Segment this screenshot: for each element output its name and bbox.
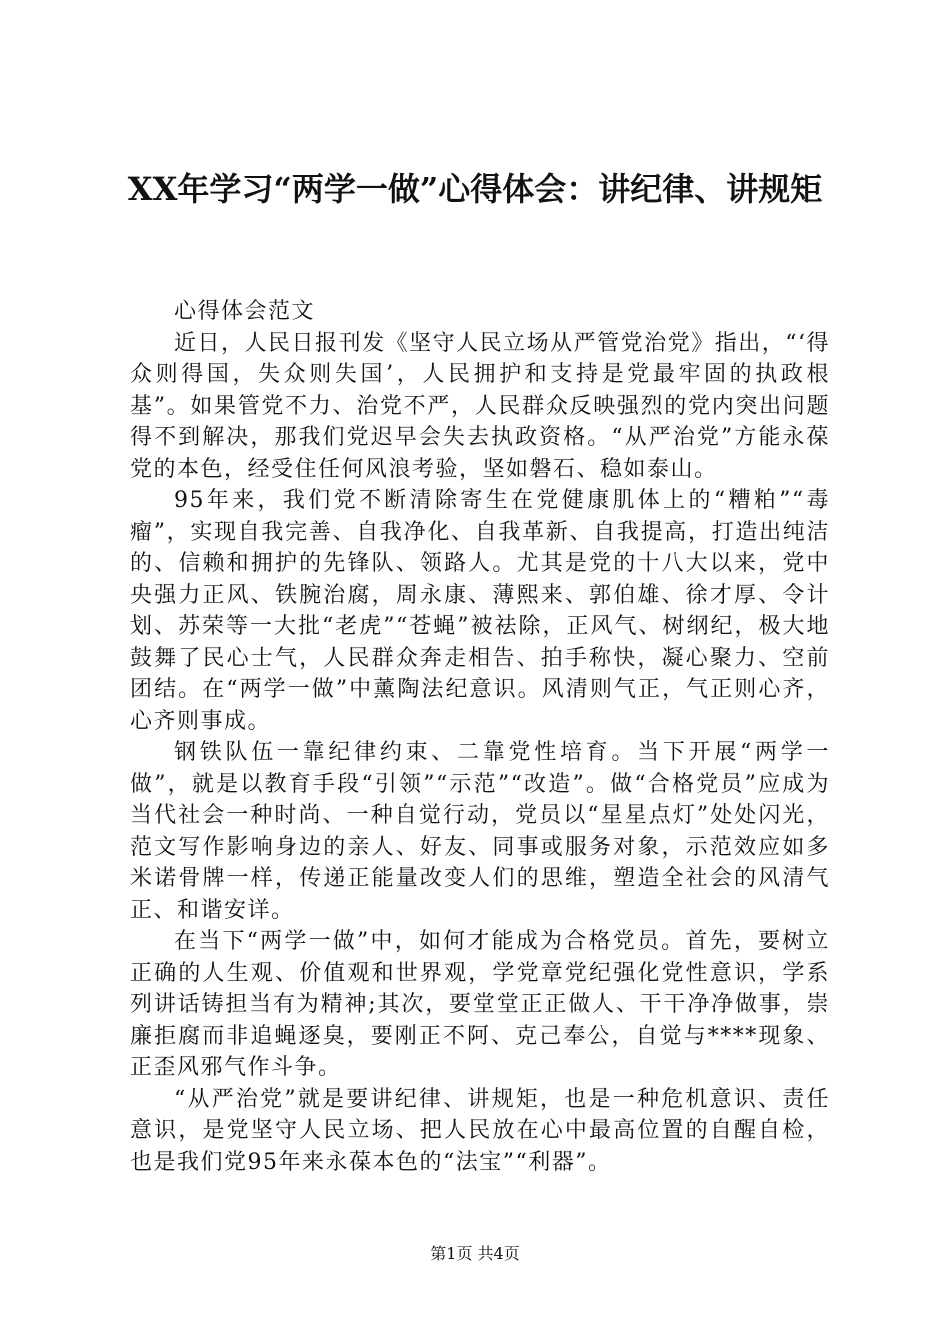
paragraph: 近日，人民日报刊发《坚守人民立场从严管党治党》指出，“‘得众则得国，失众则失国’，人民拥护和支持是党最牢固的执政根基”。如果管党不力、治党不严，人民群众反映强烈的党内突出问题得不到解决，那我们党迟早会失去执政资格。“从严治党”方能永葆党的本色，经受住任何风浪考验，坚如磐石、稳如泰山。: [130, 330, 830, 482]
document-title: XX年学习“两学一做”心得体会：讲纪律、讲规矩: [127, 170, 823, 208]
paragraph: 在当下“两学一做”中，如何才能成为合格党员。首先，要树立正确的人生观、价值观和世界观，学党章党纪强化党性意识，学系列讲话铸担当有为精神;其次，要堂堂正正做人、干干净净做事，崇廉拒腐而非追蝇逐臭，要刚正不阿、克己奉公，自觉与****现象、正歪风邪气作斗争。: [130, 929, 830, 1080]
paragraph: 95年来，我们党不断清除寄生在党健康肌体上的“糟粕”“毒瘤”，实现自我完善、自我净化、自我革新、自我提高，打造出纯洁的、信赖和拥护的先锋队、领路人。尤其是党的十八大以来，党中央强力正风、铁腕治腐，周永康、薄熙来、郭伯雄、徐才厚、令计划、苏荣等一大批“老虎”“苍蝇”被祛除，正风气、树纲纪，极大地鼓舞了民心士气，人民群众奔走相告、拍手称快，凝心聚力、空前团结。在“两学一做”中薰陶法纪意识。风清则气正，气正则心齐，心齐则事成。: [130, 488, 830, 734]
paragraph: “从严治党”就是要讲纪律、讲规矩，也是一种危机意识、责任意识，是党坚守人民立场、把人民放在心中最高位置的自醒自检，也是我们党95年来永葆本色的“法宝”“利器”。: [130, 1086, 830, 1175]
paragraph: 钢铁队伍一靠纪律约束、二靠党性培育。当下开展“两学一做”，就是以教育手段“引领”“示范”“改造”。做“合格党员”应成为当代社会一种时尚、一种自觉行动，党员以“星星点灯”处处闪光，范文写作影响身边的亲人、好友、同事或服务对象，示范效应如多米诺骨牌一样，传递正能量改变人们的思维，塑造全社会的风清气正、和谐安详。: [130, 740, 830, 923]
paragraph-category: 心得体会范文: [174, 299, 316, 324]
page-footer: 第1页 共4页: [430, 1244, 520, 1263]
document-body: [130, 296, 830, 1178]
